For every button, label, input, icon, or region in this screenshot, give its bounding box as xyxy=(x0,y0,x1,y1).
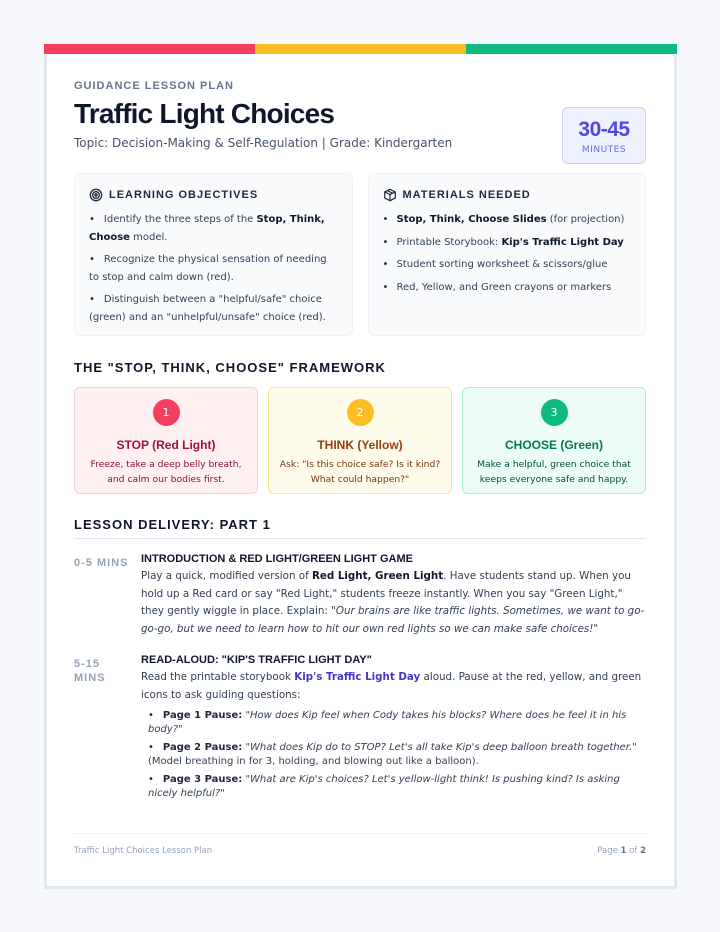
step-number-badge: 2 xyxy=(347,399,374,426)
step-title: CHOOSE (Green) xyxy=(504,438,603,452)
stripe-red xyxy=(44,44,255,54)
box-icon xyxy=(383,188,397,202)
pause-item: • Page 3 Pause: "What are Kip's choices? Let's yellow-light think! Is pushing kind? Is asking nicely helpful?" xyxy=(148,774,620,799)
segment-text: Play a quick, modified version of Red Light, Green Light. Have students stand up. When you hold up a Red card or say "Red Light," students freeze instantly. When you say "Green Light," they gently wiggle in place. Explain: "Our brains are like traffic lights. Sometimes, we want to go-go-go, but we need to learn how to hit our own red lights so we can make safe choices!" xyxy=(141,570,645,635)
footer-title: Traffic Light Choices Lesson Plan xyxy=(74,846,213,856)
step-choose-card xyxy=(462,387,646,494)
materials-card xyxy=(368,173,647,336)
objectives-heading: LEARNING OBJECTIVES xyxy=(109,189,259,201)
page-footer xyxy=(74,833,646,856)
objective-item: • Identify the three steps of the Stop, Think, Choose model. xyxy=(89,211,338,246)
segment-text: Read the printable storybook Kip's Traffic Light Day aloud. Pause at the red, yellow, and green icons to ask guiding questions: xyxy=(141,671,642,701)
objectives-card xyxy=(74,173,353,336)
step-think-card xyxy=(268,387,452,494)
lesson-segment-readaloud xyxy=(74,654,646,805)
step-description: Freeze, take a deep belly breath, and calm our bodies first. xyxy=(90,459,242,485)
step-title: THINK (Yellow) xyxy=(317,438,403,452)
target-icon xyxy=(89,188,103,202)
pause-item: • Page 1 Pause: "How does Kip feel when Cody takes his blocks? Where does he feel it in his body?" xyxy=(148,710,627,735)
duration-unit: MINUTES xyxy=(581,145,627,155)
segment-time: 5-15 MINS xyxy=(74,658,106,684)
pause-item: • Page 2 Pause: "What does Kip do to STOP? Let's all take Kip's deep balloon breath together." (Model breathing in for 3, holding, and blowing out like a balloon). xyxy=(148,742,637,767)
duration-badge xyxy=(562,107,646,164)
delivery-heading: LESSON DELIVERY: PART 1 xyxy=(74,517,646,539)
lesson-plan-page xyxy=(44,44,677,889)
material-item: • Student sorting worksheet & scissors/glue xyxy=(383,256,632,274)
objective-item: • Recognize the physical sensation of needing to stop and calm down (red). xyxy=(89,251,338,286)
framework-heading: THE "STOP, THINK, CHOOSE" FRAMEWORK xyxy=(74,360,386,375)
step-number-badge: 1 xyxy=(153,399,180,426)
color-stripe xyxy=(44,44,677,54)
material-item: • Stop, Think, Choose Slides (for projection) xyxy=(383,211,632,229)
objective-item: • Distinguish between a "helpful/safe" choice (green) and an "unhelpful/unsafe" choice (red). xyxy=(89,291,338,326)
material-item: • Printable Storybook: Kip's Traffic Light Day xyxy=(383,234,632,252)
duration-value: 30-45 xyxy=(578,118,630,141)
step-number-badge: 3 xyxy=(541,399,568,426)
storybook-link[interactable]: Kip's Traffic Light Day xyxy=(294,671,421,683)
lesson-segment-intro xyxy=(74,553,646,638)
step-description: Ask: "Is this choice safe? Is it kind? What could happen?" xyxy=(279,459,441,485)
segment-title: READ-ALOUD: "KIP'S TRAFFIC LIGHT DAY" xyxy=(141,654,372,666)
page-subtitle: Topic: Decision-Making & Self-Regulation | Grade: Kindergarten xyxy=(74,136,453,150)
segment-title: INTRODUCTION & RED LIGHT/GREEN LIGHT GAME xyxy=(141,553,413,565)
stripe-yellow xyxy=(255,44,466,54)
page-title: Traffic Light Choices xyxy=(74,98,335,129)
material-item: • Red, Yellow, and Green crayons or markers xyxy=(383,279,632,297)
page-indicator: Page 1 of 2 xyxy=(597,846,646,856)
materials-heading: MATERIALS NEEDED xyxy=(402,189,531,201)
stripe-green xyxy=(466,44,677,54)
step-stop-card xyxy=(74,387,258,494)
eyebrow-label: GUIDANCE LESSON PLAN xyxy=(74,80,234,92)
step-title: STOP (Red Light) xyxy=(116,438,216,452)
step-description: Make a helpful, green choice that keeps everyone safe and happy. xyxy=(477,459,631,485)
segment-time: 0-5 MINS xyxy=(74,557,129,569)
